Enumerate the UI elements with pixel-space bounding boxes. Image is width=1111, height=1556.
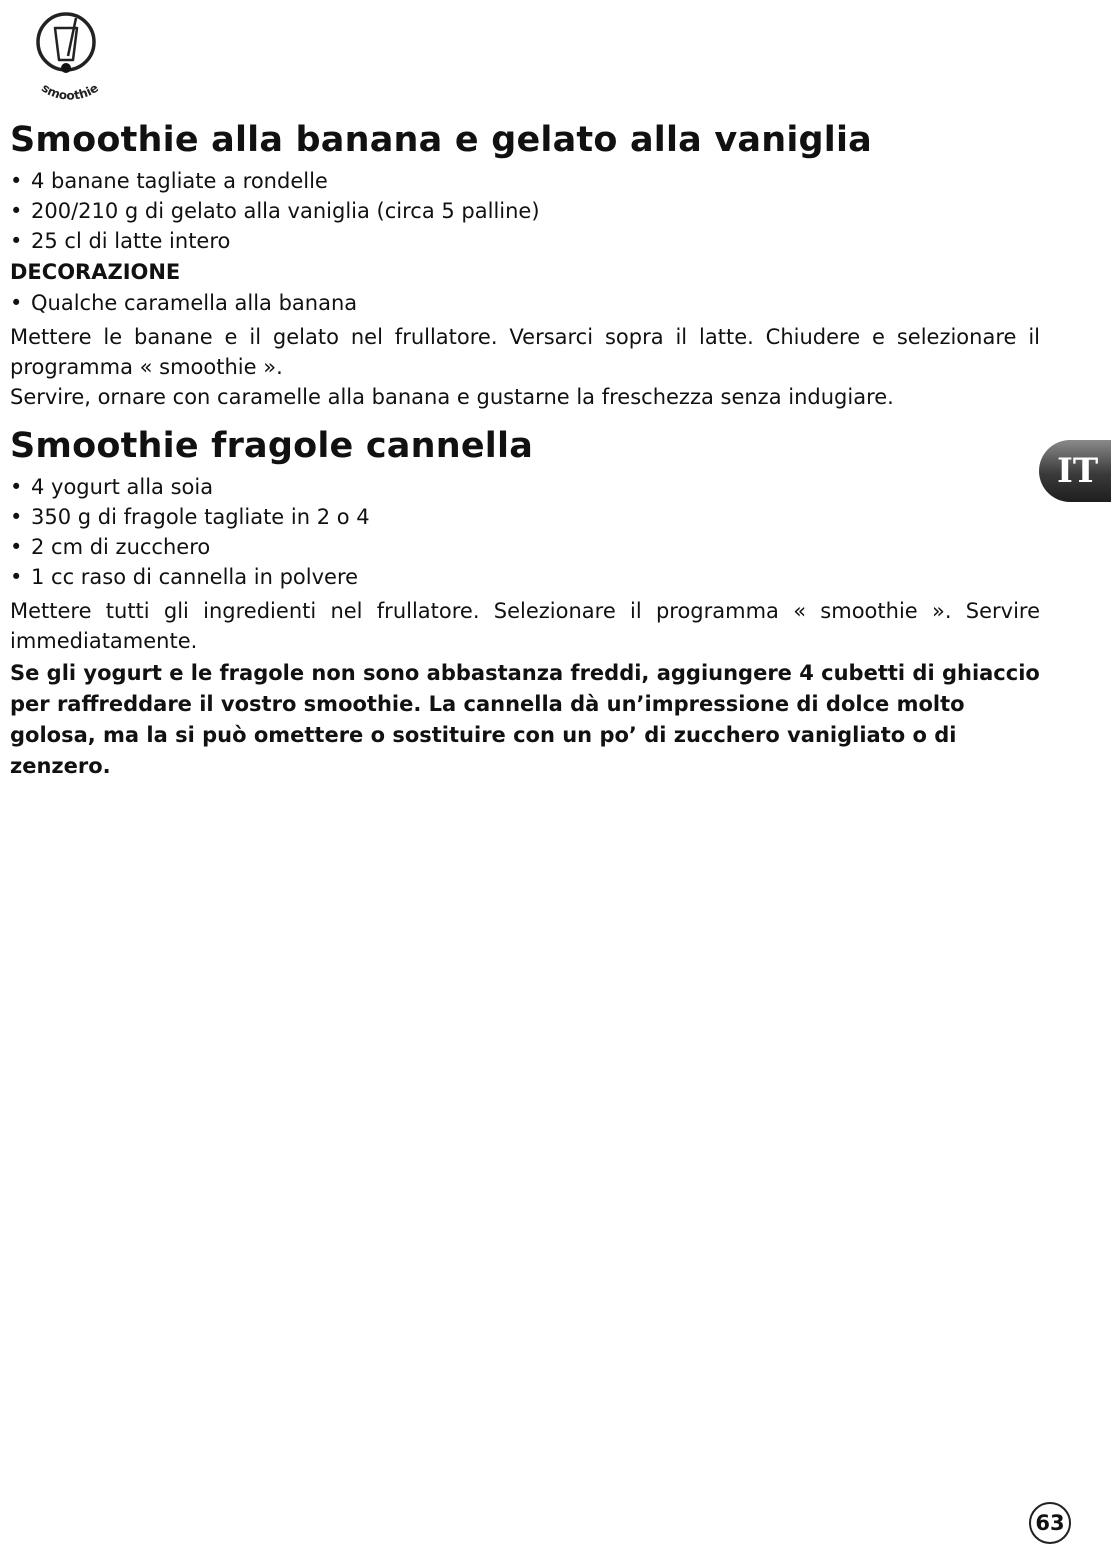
language-tab: IT xyxy=(1039,440,1111,502)
smoothie-glass-icon xyxy=(22,8,118,100)
decoration-list xyxy=(10,288,1040,318)
method-text: Mettere le banane e il gelato nel frullatore. Versarci sopra il latte. Chiudere e selezionare il programma « smoothie ». xyxy=(10,325,1040,379)
ingredient-item: • 2 cm di zucchero xyxy=(10,535,211,559)
recipe-content xyxy=(10,118,1040,782)
smoothie-logo xyxy=(22,8,118,100)
ingredient-item: • 4 banane tagliate a rondelle xyxy=(10,169,328,193)
decoration-item: • Qualche caramella alla banana xyxy=(10,291,358,315)
ingredient-item: • 25 cl di latte intero xyxy=(10,229,231,253)
logo-label: smoothie xyxy=(39,80,101,100)
ingredient-item: • 4 yogurt alla soia xyxy=(10,475,214,499)
ingredient-list xyxy=(10,472,1040,592)
recipe-banana-vanilla xyxy=(10,118,1040,412)
ingredient-item: • 350 g di fragole tagliate in 2 o 4 xyxy=(10,505,370,529)
recipe-strawberry-cinnamon xyxy=(10,424,1040,782)
ingredient-item: • 200/210 g di gelato alla vaniglia (circa 5 palline) xyxy=(10,199,540,223)
recipe-title: Smoothie fragole cannella xyxy=(10,426,534,466)
tip-text: Se gli yogurt e le fragole non sono abbastanza freddi, aggiungere 4 cubetti di ghiaccio per raffreddare il vostro smoothie. La cannella dà un’impressione di dolce molto golosa, ma la si può omettere o sostituire con un po’ di zucchero vanigliato o di zenzero. xyxy=(10,661,1040,778)
recipe-title: Smoothie alla banana e gelato alla vaniglia xyxy=(10,120,872,160)
method-text: Servire, ornare con caramelle alla banana e gustarne la freschezza senza indugiare. xyxy=(10,385,894,409)
method-text: Mettere tutti gli ingredienti nel frullatore. Selezionare il programma « smoothie ». Servire immediatamente. xyxy=(10,599,1040,653)
ingredient-list xyxy=(10,166,1040,256)
page-number: 63 xyxy=(1029,1502,1071,1544)
decoration-label: DECORAZIONE xyxy=(10,260,181,284)
ingredient-item: • 1 cc raso di cannella in polvere xyxy=(10,565,359,589)
svg-text:smoothie xyxy=(39,81,101,100)
